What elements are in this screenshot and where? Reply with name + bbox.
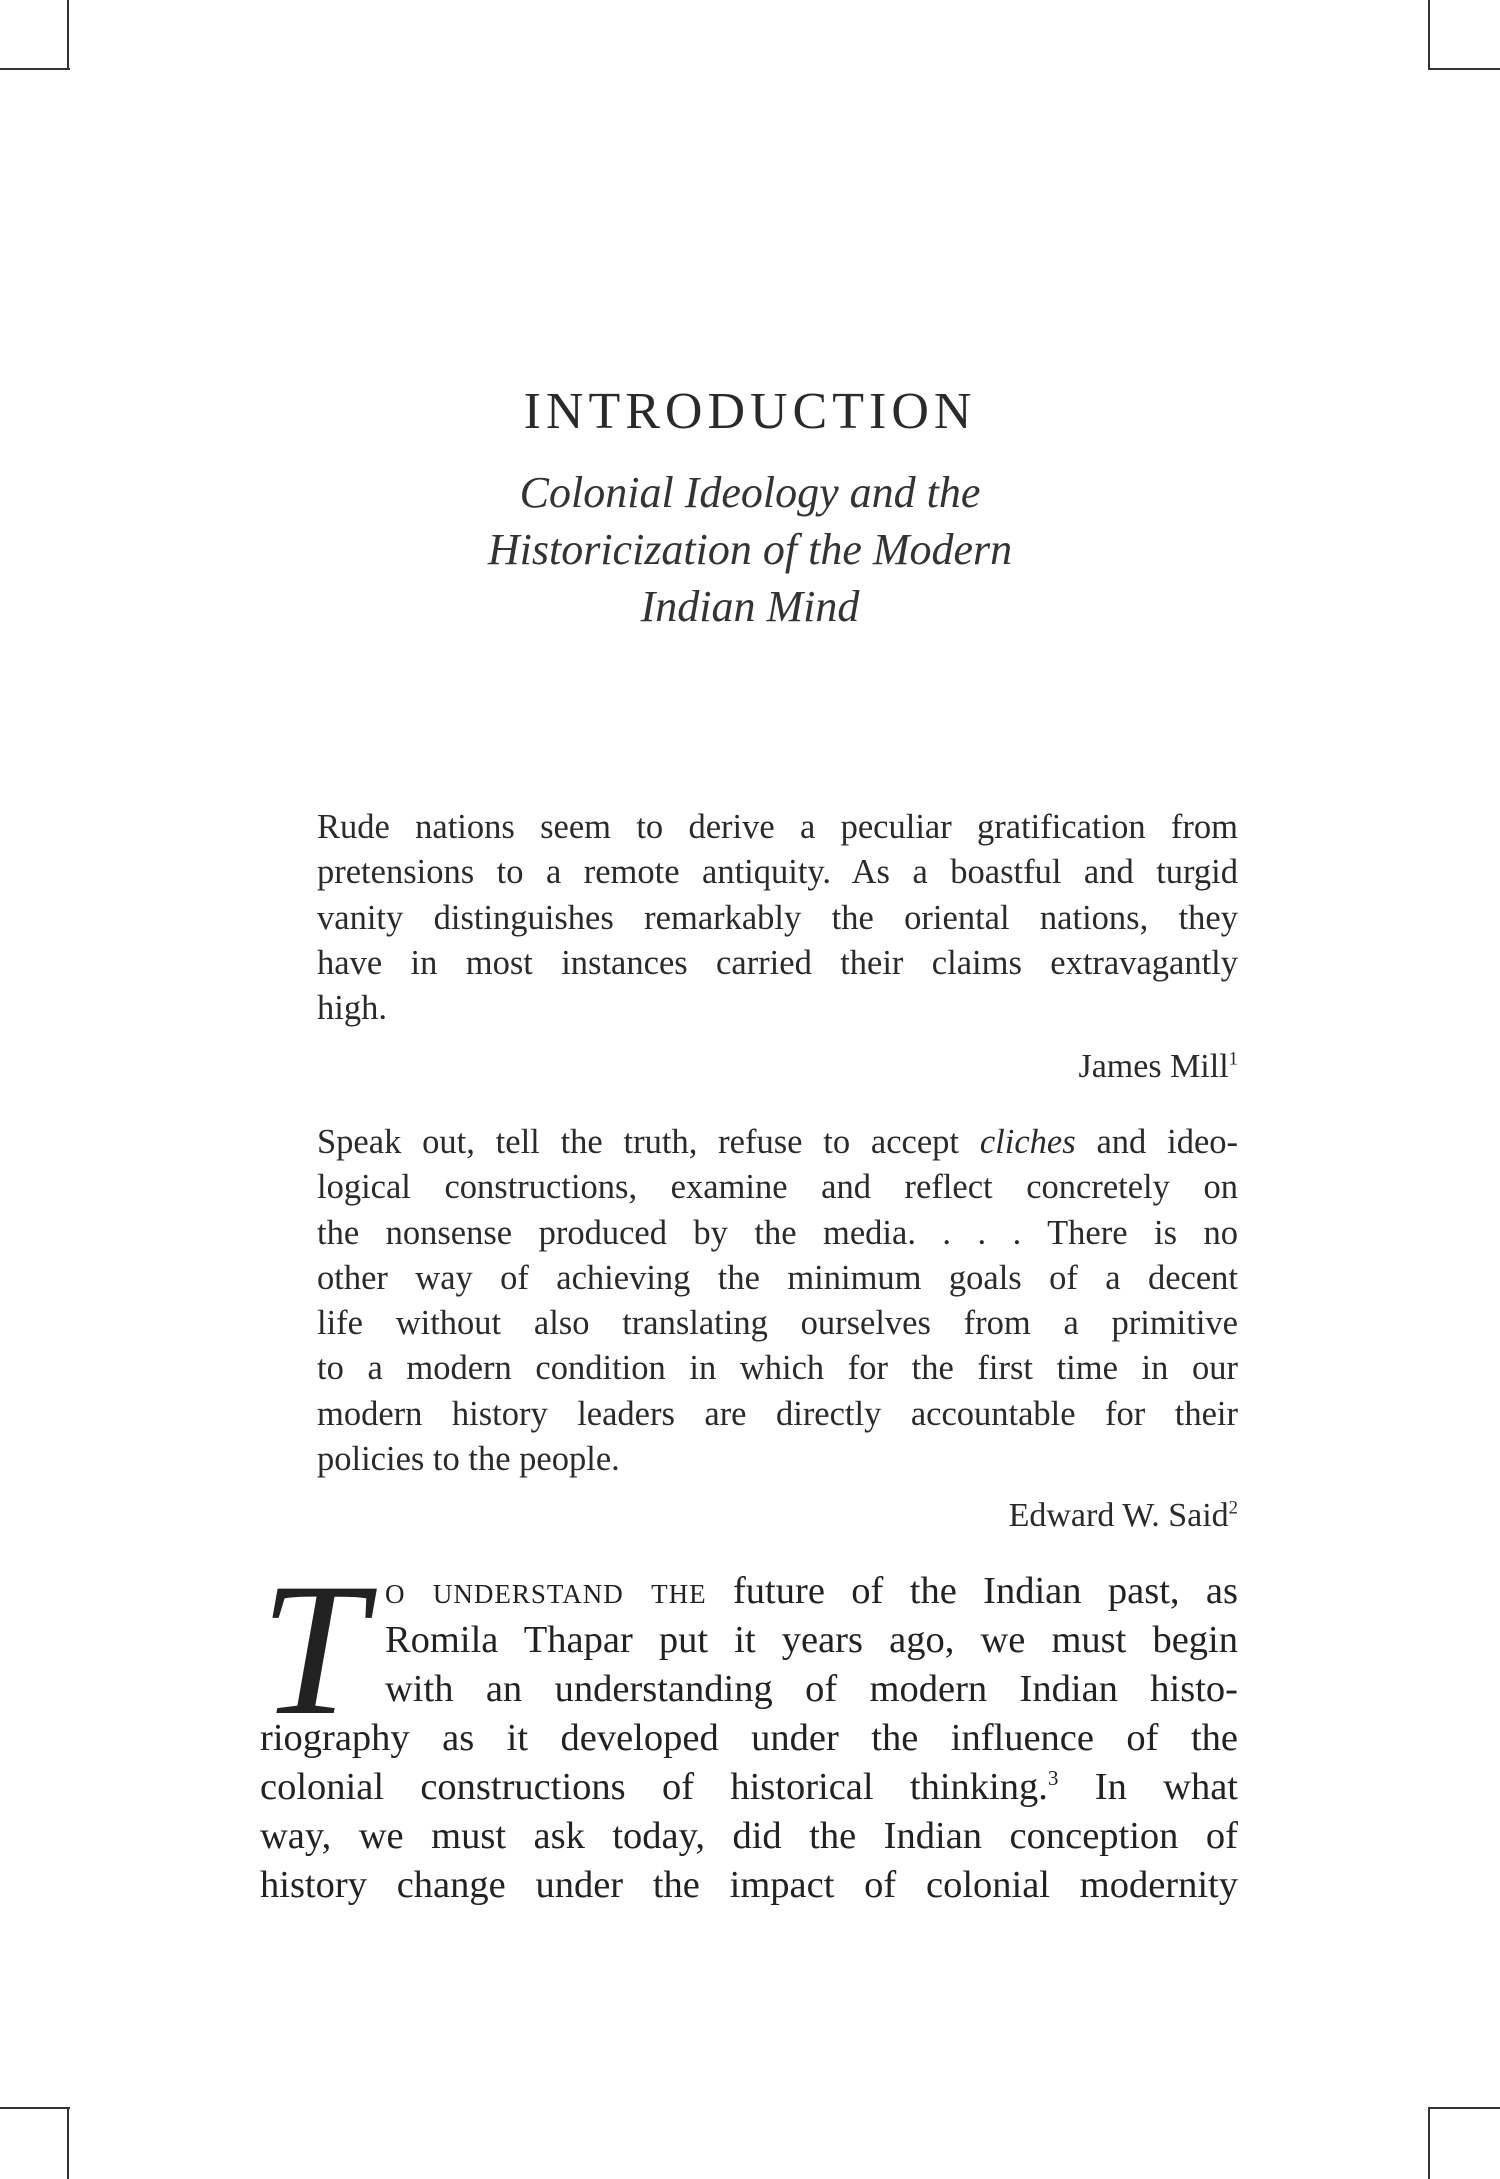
epigraph-line: pretensions to a remote antiquity. As a boastful and turgid — [317, 853, 1238, 892]
chapter-subtitle — [0, 464, 1500, 635]
body-text: future of the Indian past, as — [732, 1570, 1238, 1612]
body-line: way, we must ask today, did the Indian conception of — [260, 1815, 1238, 1857]
epigraph-line: have in most instances carried their claims extravagantly — [317, 943, 1238, 982]
body-line: riography as it developed under the influence of the — [260, 1717, 1238, 1759]
epigraph-line — [317, 1120, 1238, 1165]
crop-mark-bottom-right-horizontal — [1428, 2107, 1500, 2109]
epigraph-line: modern history leaders are directly accountable for their — [317, 1394, 1238, 1433]
epigraph-attribution-said — [1009, 1497, 1238, 1535]
attribution-author: Edward W. Said — [1008, 1497, 1229, 1534]
body-line: history change under the impact of colonial modernity — [260, 1864, 1238, 1906]
crop-mark-top-right-horizontal — [1428, 68, 1500, 70]
body-paragraph — [260, 1545, 1238, 1910]
body-line — [260, 1763, 1238, 1812]
body-text: colonial constructions of historical thinking. — [260, 1766, 1048, 1808]
crop-mark-bottom-left-horizontal — [0, 2107, 70, 2109]
attribution-author: James Mill — [1078, 1048, 1229, 1085]
emphasis-text: cliches — [979, 1123, 1076, 1161]
body-line: with an understanding of modern Indian histo- — [385, 1668, 1238, 1710]
epigraph-text: and ideo- — [1096, 1123, 1238, 1161]
epigraph-line: Rude nations seem to derive a peculiar gratification from — [317, 808, 1238, 846]
epigraph-line: other way of achieving the minimum goals of a decent — [317, 1258, 1238, 1297]
epigraph-line: policies to the people. — [317, 1440, 620, 1479]
epigraph-mill — [317, 805, 1238, 1031]
crop-mark-bottom-left-vertical — [67, 2107, 69, 2179]
epigraph-line: life without also translating ourselves from a primitive — [317, 1304, 1238, 1343]
epigraph-text: Speak out, tell the truth, refuse to accept — [317, 1123, 960, 1161]
epigraph-line: vanity distinguishes remarkably the oriental nations, they — [317, 898, 1238, 937]
small-caps-lead: o understand the — [385, 1570, 707, 1612]
body-text: In what — [1094, 1766, 1238, 1808]
epigraph-said — [317, 1120, 1238, 1482]
crop-mark-top-right-vertical — [1428, 0, 1430, 70]
footnote-marker: 1 — [1228, 1048, 1238, 1070]
epigraph-attribution-mill — [1078, 1048, 1238, 1086]
epigraph-line: the nonsense produced by the media. . . . There is no — [317, 1213, 1238, 1252]
body-line — [260, 1567, 1238, 1616]
footnote-marker: 2 — [1228, 1497, 1238, 1519]
subtitle-line: Indian Mind — [640, 582, 860, 631]
crop-mark-top-left-vertical — [67, 0, 69, 70]
footnote-marker: 3 — [1047, 1766, 1059, 1791]
subtitle-line: Colonial Ideology and the — [519, 468, 981, 517]
epigraph-line: logical constructions, examine and reflect concretely on — [317, 1168, 1238, 1207]
chapter-title: INTRODUCTION — [523, 383, 977, 440]
epigraph-line: to a modern condition in which for the first time in our — [317, 1349, 1238, 1388]
subtitle-line: Historicization of the Modern — [487, 525, 1013, 574]
crop-mark-bottom-right-vertical — [1428, 2107, 1430, 2179]
epigraph-line: high. — [317, 989, 387, 1028]
crop-mark-top-left-horizontal — [0, 68, 70, 70]
drop-cap: T — [260, 1545, 366, 1755]
body-line: Romila Thapar put it years ago, we must begin — [385, 1619, 1238, 1661]
